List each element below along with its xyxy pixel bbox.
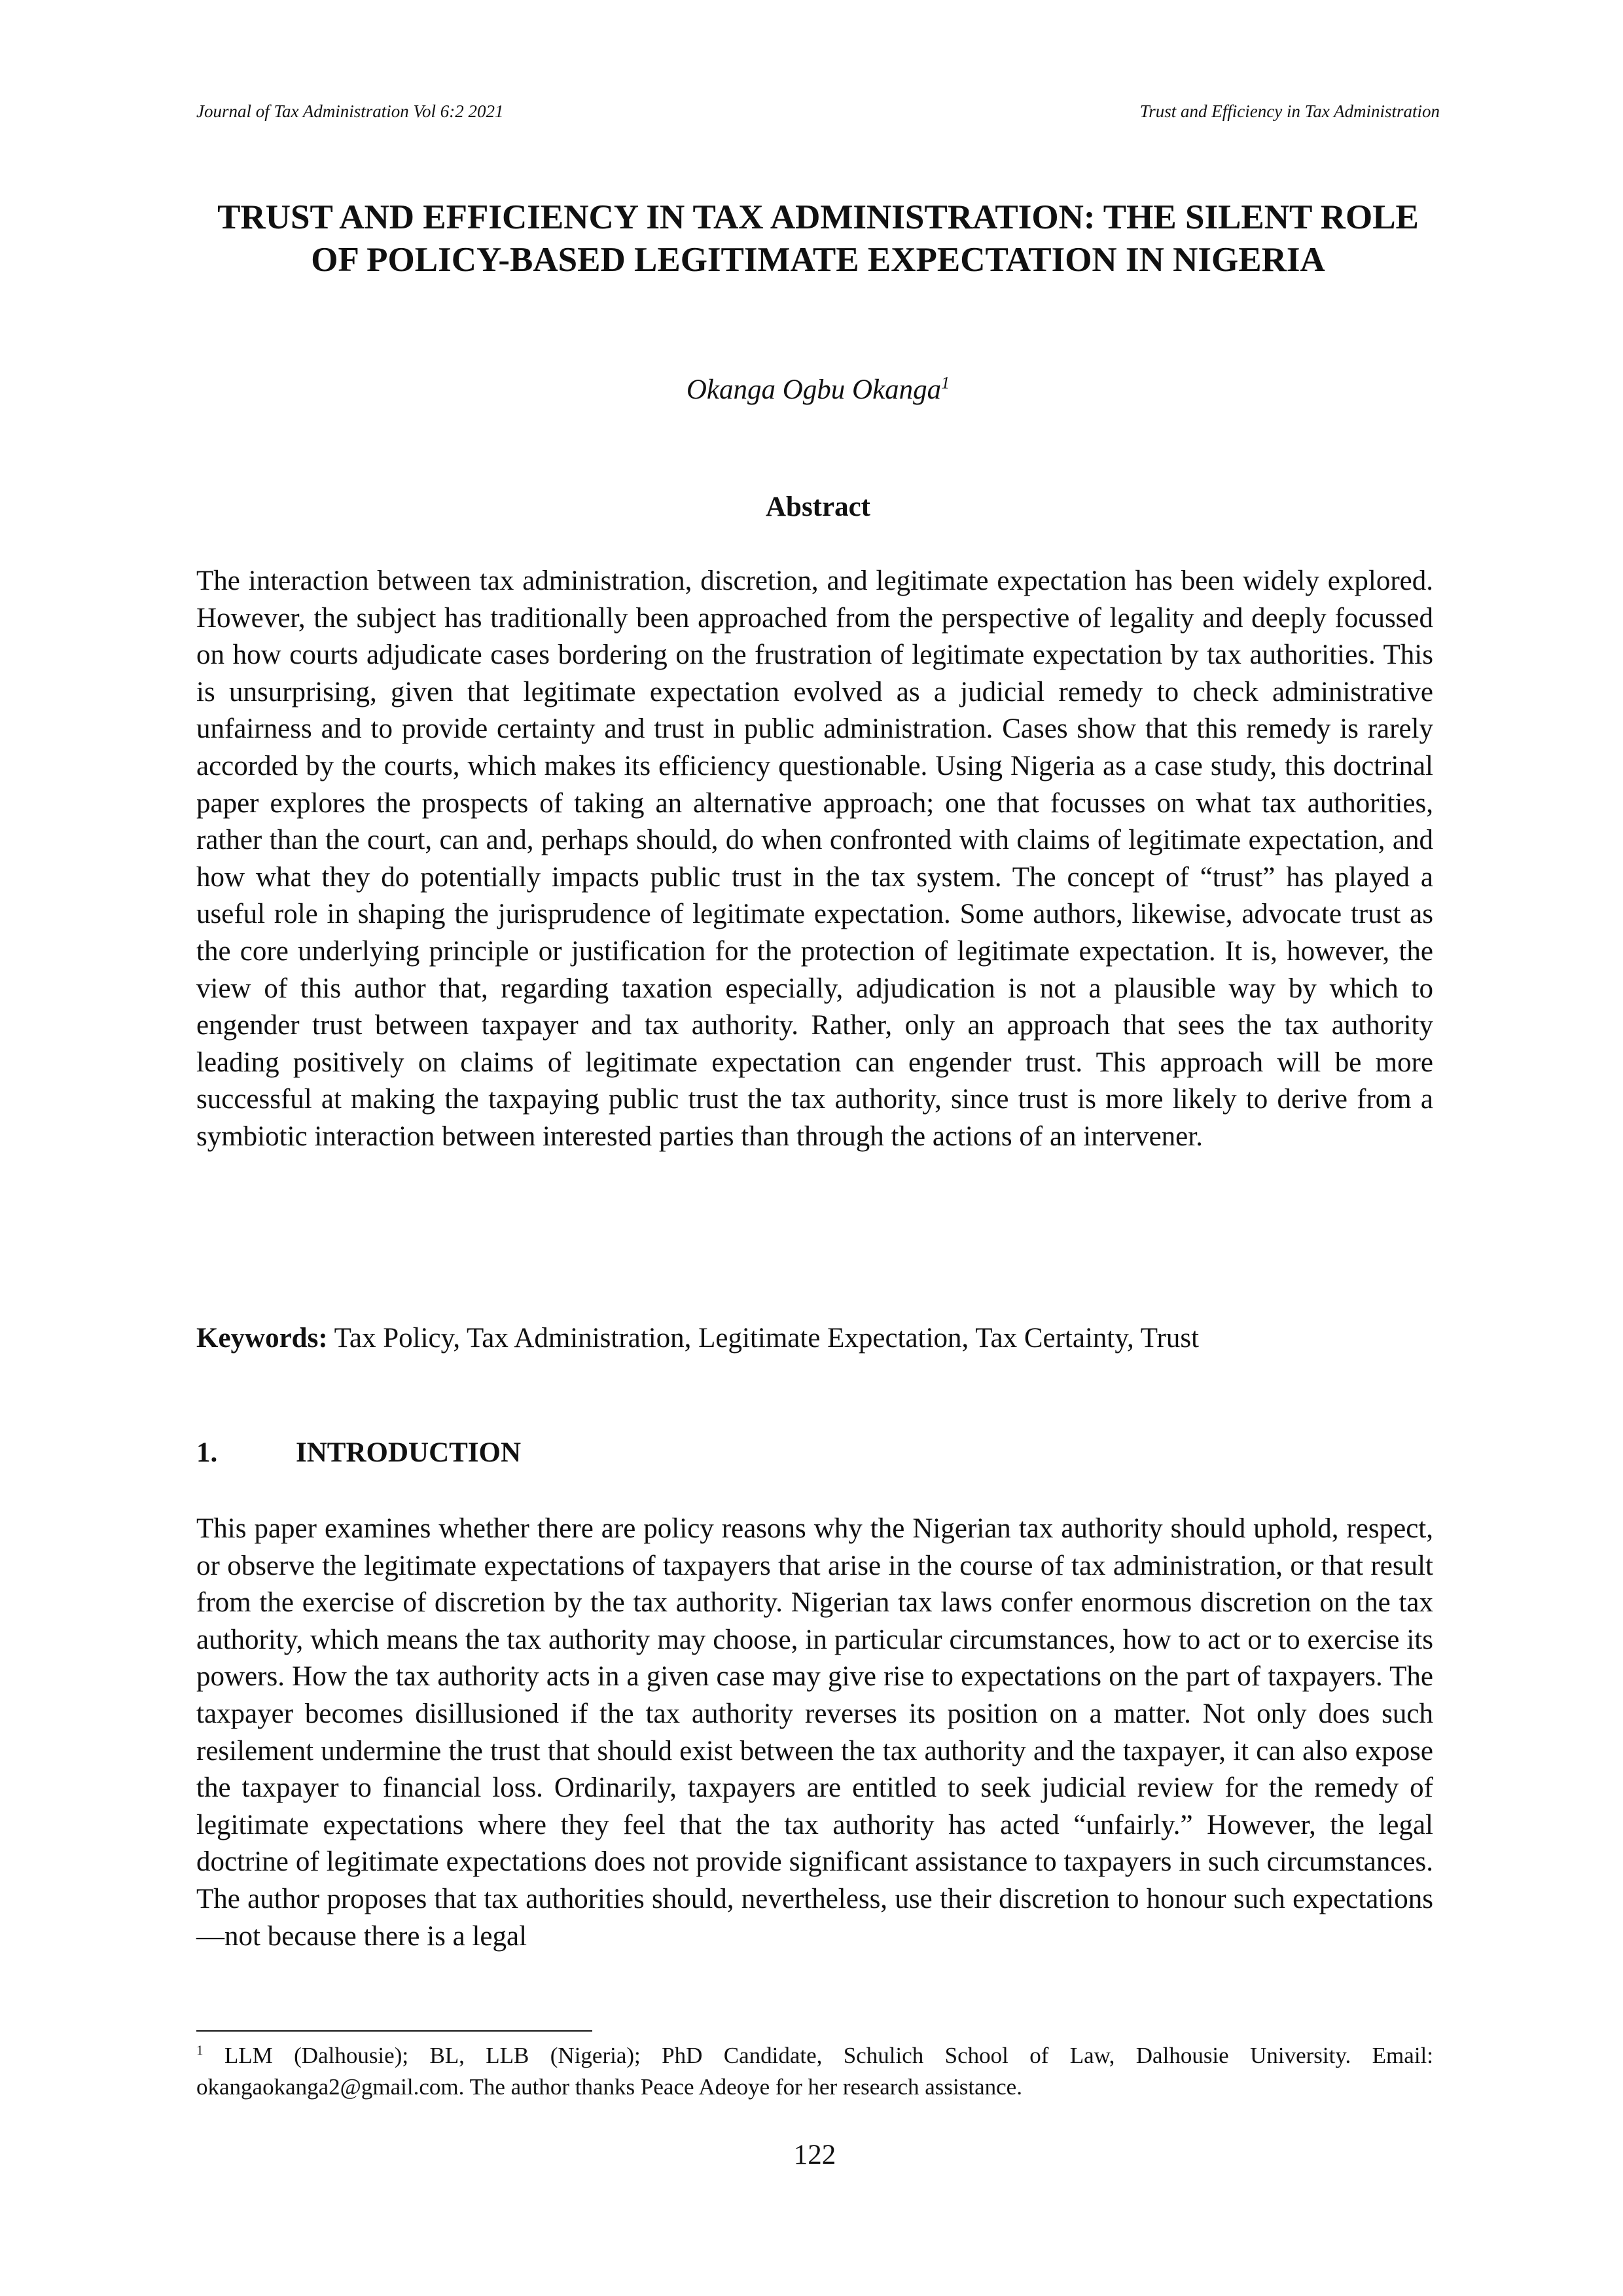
footnote-divider xyxy=(196,2030,592,2032)
section-number: 1. xyxy=(196,1437,218,1468)
running-head-journal: Journal of Tax Administration Vol 6:2 2021 xyxy=(196,101,504,121)
author-footnote-mark[interactable]: 1 xyxy=(941,373,950,393)
keywords-label: Keywords: xyxy=(196,1323,328,1354)
abstract-text: The interaction between tax administration, discretion, and legitimate expectation has been widely explored. However, the subject has traditionally been approached from the perspective of legality and deeply focussed on how courts adjudicate cases bordering on the frustration of legitimate expectation by tax authorities. This is unsurprising, given that legitimate expectation evolved as a judicial remedy to check administrative unfairness and to provide certainty and trust in public administration. Cases show that this remedy is rarely accorded by the courts, which makes its efficiency questionable. Using Nigeria as a case study, this doctrinal paper explores the prospects of taking an alternative approach; one that focusses on what tax authorities, rather than the court, can and, perhaps should, do when confronted with claims of legitimate expectation, and how what they do potentially impacts public trust in the tax system. The concept of “trust” has played a useful role in shaping the jurisprudence of legitimate expectation. Some authors, likewise, advocate trust as the core underlying principle or justification for the protection of legitimate expectation. It is, however, the view of this author that, regarding taxation especially, adjudication is not a plausible way by which to engender trust between taxpayer and tax authority. Rather, only an approach that sees the tax authority leading positively on claims of legitimate expectation can engender trust. This approach will be more successful at making the taxpaying public trust the tax authority, since trust is more likely to derive from a symbiotic interaction between interested parties than through the actions of an intervener. xyxy=(196,565,1433,1152)
footnote-1 xyxy=(196,2040,1433,2103)
running-head-short-title: Trust and Efficiency in Tax Administration xyxy=(1139,101,1440,121)
page-number: 122 xyxy=(793,2140,836,2170)
footnote-mark: 1 xyxy=(196,2042,204,2058)
footnote-text: LLM (Dalhousie); BL, LLB (Nigeria); PhD Candidate, Schulich School of Law, Dalhousie University. Email: okangaokanga2@gmail.com. The author thanks Peace Adeoye for her research assistance. xyxy=(196,2043,1433,2100)
keywords xyxy=(196,1319,1433,1358)
keywords-value: Tax Policy, Tax Administration, Legitimate Expectation, Tax Certainty, Trust xyxy=(334,1323,1200,1354)
introduction-text: This paper examines whether there are policy reasons why the Nigerian tax authority should uphold, respect, or observe the legitimate expectations of taxpayers that arise in the course of tax administration, or that result from the exercise of discretion by the tax authority. Nigerian tax laws confer enormous discretion on the tax authority, which means the tax authority may choose, in particular circumstances, how to act or to exercise its powers. How the tax authority acts in a given case may give rise to expectations on the part of taxpayers. The taxpayer becomes disillusioned if the tax authority reverses its position on a matter. Not only does such resilement undermine the trust that should exist between the tax authority and the taxpayer, it can also expose the taxpayer to financial loss. Ordinarily, taxpayers are entitled to seek judicial review for the remedy of legitimate expectations where they feel that the tax authority has acted “unfairly.” However, the legal doctrine of legitimate expectations does not provide significant assistance to taxpayers in such circumstances. The author proposes that tax authorities should, nevertheless, use their discretion to honour such expectations—not because there is a legal xyxy=(196,1513,1433,1952)
author-line xyxy=(196,370,1440,410)
article-title: TRUST AND EFFICIENCY IN TAX ADMINISTRATION: THE SILENT ROLE OF POLICY-BASED LEGITIMATE EXPECTATION IN NIGERIA xyxy=(217,198,1419,279)
section-heading-introduction xyxy=(196,1433,521,1473)
abstract-heading: Abstract xyxy=(765,492,870,522)
running-head xyxy=(196,98,1440,124)
author-name: Okanga Ogbu Okanga xyxy=(686,374,942,405)
section-title: INTRODUCTION xyxy=(296,1437,522,1468)
